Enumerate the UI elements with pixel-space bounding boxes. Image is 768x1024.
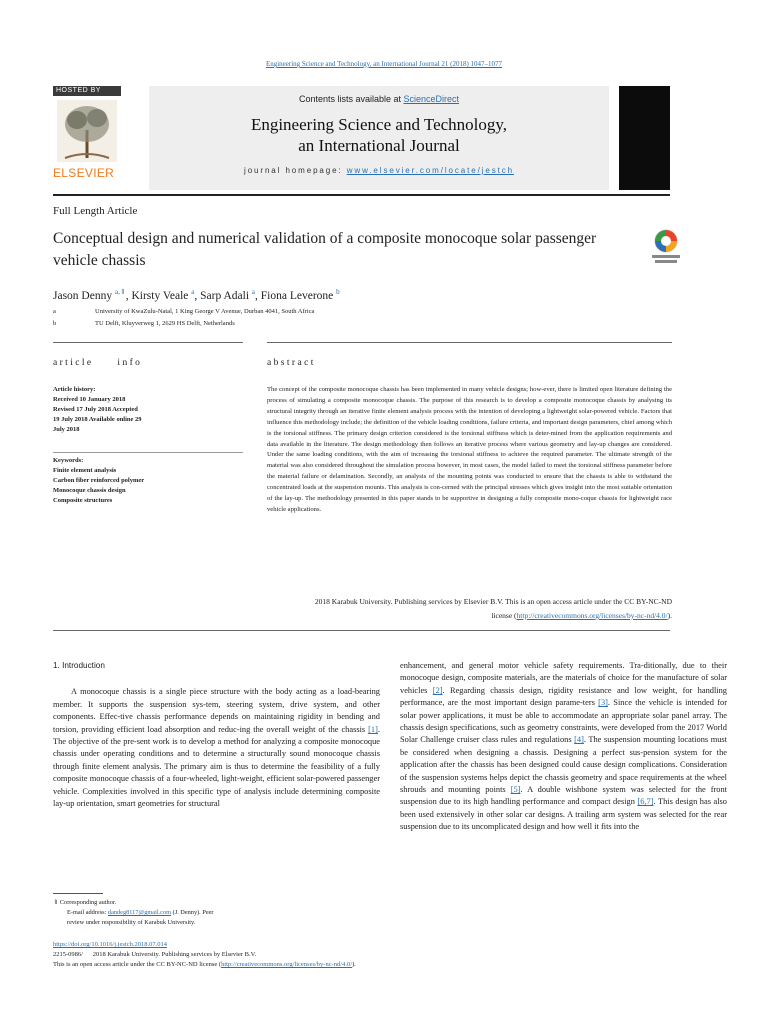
- author-name[interactable]: Fiona Leverone: [260, 289, 334, 302]
- history-line: July 2018: [53, 426, 80, 433]
- keywords-rule: [53, 452, 243, 453]
- author-sup[interactable]: b: [336, 288, 340, 296]
- banner-center: [149, 86, 609, 190]
- journal-banner: [53, 86, 670, 190]
- article-history: [53, 385, 203, 435]
- issn-line: 2215-0986/ 2018 Karabuk University. Publishing services by Elsevier B.V.: [53, 951, 257, 958]
- elsevier-tree-icon: [57, 100, 117, 162]
- body-column-left: [53, 660, 380, 810]
- elsevier-logo-text: ELSEVIER: [53, 166, 115, 180]
- abstract-rule: [267, 342, 672, 343]
- section-heading: 1. Introduction: [53, 661, 105, 670]
- footnote: [53, 898, 383, 928]
- abstract-text: The concept of the composite monocoque chassis has been implemented in many vehicle designs; how-ever, there is limited open literature defining the process of simulating a composite monocoque chassis. The purpose of this research is to develop a composite monocoque chassis by analysing its structural integrity through an iterative finite element analysis process with the intention of developing a lightweight solar-powered vehicle. Factors that influence this methodology include; the definition of the vehicle loading conditions, failure criteria, and important design parameters, chief among which is the torsional stiffness. The primary design criterion considered is the torsional stiffness which is deter-mined from the application requirements and data available in the literature. The design methodology then follows an iterative process where various geometry and lay-up changes are considered. Under the same loading conditions, with the aim of increasing the torsional stiffness to achieve the required parameter. The ultimate strength of the material was also considered throughout the simulation process however, in most cases, the model failed to meet the torsional stiffness parameter before the material failure or delamination. Secondly, an analysis of the mounting points was conducted to ensure that the chassis is able to withstand the concentrated loads at the suspension mounts. This analysis is con-cerned with the principal stresses which gives insight into the most suitable orientation of the lay-up. The methodology presented in this paper stands to be supportive in designing a fully composite mono-coque chassis for lightweight race vehicle applications.: [267, 386, 672, 513]
- citation-link[interactable]: [1]: [368, 724, 378, 734]
- check-for-updates-icon[interactable]: [650, 228, 682, 264]
- sciencedirect-link[interactable]: ScienceDirect: [403, 94, 460, 104]
- journal-title-line1: Engineering Science and Technology,: [250, 115, 508, 134]
- history-line: Received 10 January 2018: [53, 396, 126, 403]
- keyword-item: Composite structures: [53, 497, 113, 504]
- banner-divider: [53, 194, 670, 196]
- email-line: [53, 908, 383, 918]
- journal-title-line2: an International Journal: [298, 136, 460, 155]
- publisher-logo-block: [53, 86, 121, 190]
- footnote-rule: [53, 893, 103, 894]
- contents-prefix: Contents lists available at: [298, 94, 404, 104]
- citation-link[interactable]: [6,7]: [637, 797, 654, 807]
- hosted-by-label: HOSTED BY: [53, 86, 121, 96]
- body-text: . A double wishbone system was selected for the front suspension due to its high handling performance and compact design: [400, 785, 727, 807]
- email-link[interactable]: dandeg8117@gmail.com: [107, 909, 172, 916]
- citation-link[interactable]: [3]: [598, 698, 608, 708]
- license-suffix: ).: [667, 611, 672, 620]
- keyword-item: Carbon fiber reinforced polymer: [53, 477, 145, 484]
- author-list: Jason Denny $^{a,⇑}$, Kirsty Veale $^a$, Sarp Adali $^a$, Fiona Leverone $^b$: [53, 288, 340, 302]
- body-text: A monocoque chassis is a single piece structure with the body acting as a load-bearing member. It supports the suspension sys-tem, steering system, drive system, and other components. Effec-tive chassis performance depends on maintaining rigidity in bending and torsion, providing efficient load absorption and reduc-ing the overall weight of the chassis: [53, 687, 380, 734]
- affiliation-key: a: [53, 308, 56, 315]
- citation-link[interactable]: [2]: [432, 685, 443, 695]
- journal-reference[interactable]: Engineering Science and Technology, an International Journal 21 (2018) 1047–1077: [265, 60, 503, 68]
- keywords-heading: Keywords:: [53, 457, 84, 464]
- journal-homepage: [149, 166, 609, 175]
- keywords: [53, 456, 243, 506]
- body-text: . The suspension mounting locations must be considered when designing a chassis. Designing a perfect sus-pension system for the application after the chassis has been designed could cause design complications. Consideration of the suspension systems helps depict the chassis geometry and space requirements at the wheel shrouds and mounting points: [400, 735, 727, 795]
- oa-license-link[interactable]: http://creativecommons.org/licenses/by-nc-nd/4.0/: [221, 961, 352, 968]
- keyword-item: Monocoque chassis design: [53, 487, 126, 494]
- history-line: Revised 17 July 2018 Accepted: [53, 406, 138, 413]
- journal-cover-image: [619, 86, 670, 190]
- citation-link[interactable]: [5]: [510, 785, 521, 795]
- license-prefix: license (: [491, 611, 517, 620]
- article-info-rule: [53, 342, 243, 343]
- history-heading: Article history:: [53, 386, 96, 393]
- abstract-heading: abstract: [267, 358, 316, 368]
- contents-line: [149, 94, 609, 104]
- body-text: enhancement, and general motor vehicle safety requirements. Tra-ditionally, due to their monocoque design, composite materials, are the materials of choice for the manufacture of solar vehicles: [400, 661, 727, 695]
- article-info-heading: article info: [53, 358, 143, 368]
- email-suffix: (J. Denny). Peer: [171, 909, 214, 916]
- open-access-line: [53, 960, 673, 970]
- journal-title: [149, 114, 609, 156]
- license-line2: [267, 609, 672, 623]
- email-prefix: E-mail address:: [67, 909, 108, 916]
- body-text: . Regarding chassis design, rigidity resistance and low weight, for handling performance, are the most important design parame-ters: [400, 685, 727, 708]
- front-matter-divider: [53, 630, 670, 631]
- citation-link[interactable]: [4]: [574, 735, 584, 745]
- license-statement: [267, 595, 672, 623]
- license-link[interactable]: http://creativecommons.org/licenses/by-nc-nd/4.0/: [516, 611, 668, 620]
- article-title: Conceptual design and numerical validation of a composite monocoque solar passenger vehicle chassis: [53, 230, 597, 269]
- keyword-item: Finite element analysis: [53, 467, 117, 474]
- author-sup[interactable]: a,⇑: [114, 288, 126, 296]
- author-sup[interactable]: a: [251, 288, 256, 296]
- body-column-right: [400, 660, 727, 834]
- page-footer: [53, 940, 673, 970]
- affiliation-text: University of KwaZulu-Natal, 1 King George V Avenue, Durban 4041, South Africa: [95, 308, 315, 315]
- affiliation-text: TU Delft, Kluyverweg 1, 2629 HS Delft, Netherlands: [95, 320, 235, 327]
- affiliation-key: b: [53, 320, 57, 327]
- body-paragraph: [53, 686, 380, 810]
- corresponding-author: ⇑ Corresponding author.: [53, 899, 117, 906]
- peer-review-note: review under responsibility of Karabuk University.: [67, 919, 196, 926]
- body-text: . Since the vehicle is intended for solar power applications, it must be able to accommodate an appropriate solar panel array. The chassis design specifications, such as geometry constraints, were developed from the 2017 World Solar Challenge cruiser class rules and regulations: [400, 698, 727, 745]
- author-name[interactable]: Jason Denny: [53, 289, 113, 302]
- author-name[interactable]: Kirsty Veale: [131, 289, 189, 302]
- article-type: Full Length Article: [53, 205, 138, 217]
- oa-suffix: ).: [352, 961, 356, 968]
- license-line1: 2018 Karabuk University. Publishing services by Elsevier B.V. This is an open access article under the CC BY-NC-ND: [314, 597, 672, 606]
- history-line: 19 July 2018 Available online 29: [53, 416, 142, 423]
- body-text: . This design has also been used extensively in other solar car designs. A trailing arm system was selected for the rear suspension due to its uncomplicated design and how well it fits into the: [400, 797, 727, 832]
- body-text: . The objective of the pre-sent work is to develop a method for analyzing a composite monocoque chassis under operating conditions and to determine a structurally sound monocoque chassis through finite element analysis. The primary aim is thus to determine the feasibility of a fully composite monocoque chassis of a four-wheeled, light-weight, efficient solar-powered passenger vehicle. Complexities involved in this specific type of analysis include determining composite lay-up orientation, smart geometries for structural: [53, 724, 380, 809]
- author-sup[interactable]: a: [191, 288, 195, 296]
- doi-link[interactable]: https://doi.org/10.1016/j.jestch.2018.07.014: [53, 941, 167, 948]
- homepage-prefix: journal homepage:: [244, 166, 347, 175]
- oa-prefix: This is an open access article under the CC BY-NC-ND license (: [53, 961, 222, 968]
- homepage-link[interactable]: www.elsevier.com/locate/jestch: [346, 166, 514, 175]
- author-name[interactable]: Sarp Adali: [200, 289, 250, 302]
